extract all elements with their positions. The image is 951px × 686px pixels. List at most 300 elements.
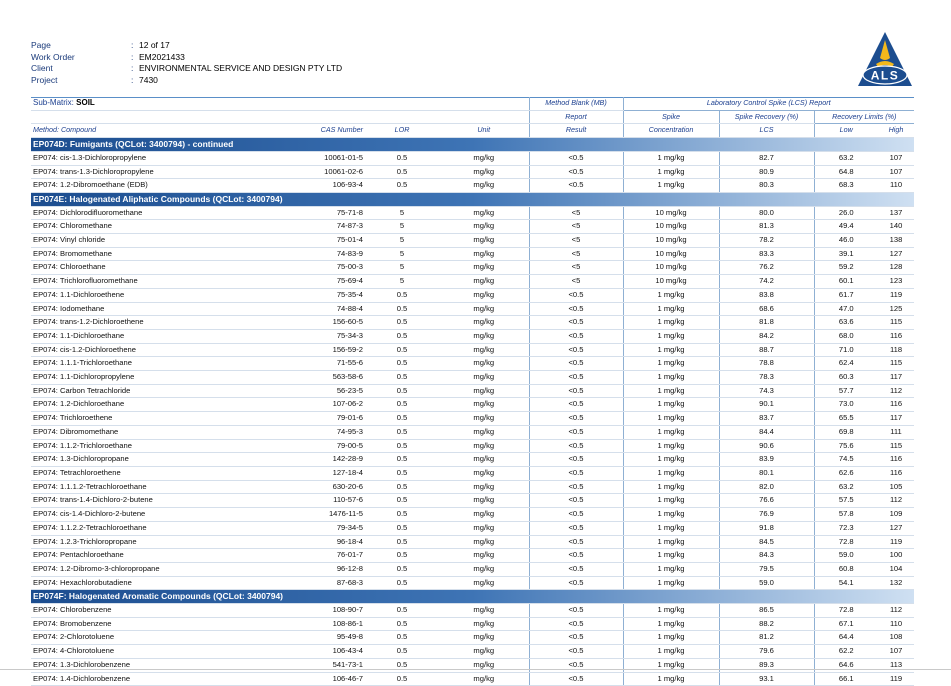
unit: mg/kg xyxy=(439,453,529,467)
limit-high: 119 xyxy=(878,288,914,302)
lor: 0.5 xyxy=(365,384,439,398)
section-title: EP074D: Fumigants (QCLot: 3400794) - continued xyxy=(31,138,914,152)
lor: 0.5 xyxy=(365,316,439,330)
cas-number: 106-46-7 xyxy=(263,672,365,686)
cas-number: 630-20-6 xyxy=(263,480,365,494)
limit-low: 73.0 xyxy=(814,398,878,412)
lcs-recovery: 81.8 xyxy=(719,316,814,330)
spike-concentration: 1 mg/kg xyxy=(623,412,719,426)
mb-result: <5 xyxy=(529,234,623,248)
table-row xyxy=(31,480,914,494)
result-header: Result xyxy=(529,124,623,138)
table-row xyxy=(31,179,914,193)
limit-high: 115 xyxy=(878,439,914,453)
compound: EP074: 2-Chlorotoluene xyxy=(31,631,263,645)
mb-result: <0.5 xyxy=(529,508,623,522)
compound: EP074: 4-Chlorotoluene xyxy=(31,645,263,659)
unit: mg/kg xyxy=(439,343,529,357)
limit-high: 125 xyxy=(878,302,914,316)
lor: 5 xyxy=(365,247,439,261)
lor: 0.5 xyxy=(365,658,439,672)
mb-result: <0.5 xyxy=(529,316,623,330)
spike-concentration: 10 mg/kg xyxy=(623,275,719,289)
mb-result: <0.5 xyxy=(529,466,623,480)
limit-high: 127 xyxy=(878,247,914,261)
unit: mg/kg xyxy=(439,384,529,398)
lor: 5 xyxy=(365,234,439,248)
lcs-recovery: 93.1 xyxy=(719,672,814,686)
spike-concentration: 1 mg/kg xyxy=(623,617,719,631)
limit-low: 68.0 xyxy=(814,329,878,343)
recovery-limits-header: Recovery Limits (%) xyxy=(814,110,914,124)
unit: mg/kg xyxy=(439,165,529,179)
cas-number: 87-68-3 xyxy=(263,576,365,590)
limit-high: 132 xyxy=(878,576,914,590)
lcs-recovery: 84.3 xyxy=(719,549,814,563)
limit-high: 112 xyxy=(878,384,914,398)
spike-concentration: 10 mg/kg xyxy=(623,234,719,248)
table-row xyxy=(31,672,914,686)
limit-high: 112 xyxy=(878,494,914,508)
table-row xyxy=(31,151,914,165)
compound: EP074: trans-1.3-Dichloropropylene xyxy=(31,165,263,179)
project-value: 7430 xyxy=(139,74,158,85)
lcs-recovery: 80.1 xyxy=(719,466,814,480)
lcs-recovery: 78.3 xyxy=(719,371,814,385)
limit-high: 137 xyxy=(878,206,914,220)
compound: EP074: Iodomethane xyxy=(31,302,263,316)
limit-low: 65.5 xyxy=(814,412,878,426)
unit: mg/kg xyxy=(439,316,529,330)
unit: mg/kg xyxy=(439,521,529,535)
unit: mg/kg xyxy=(439,275,529,289)
client-label: Client xyxy=(31,63,53,73)
submatrix: Sub-Matrix: SOIL xyxy=(31,97,529,110)
unit: mg/kg xyxy=(439,220,529,234)
header-row-1 xyxy=(31,97,914,110)
spike-concentration: 10 mg/kg xyxy=(623,220,719,234)
compound: EP074: Pentachloroethane xyxy=(31,549,263,563)
logo-text: ALS xyxy=(870,68,900,83)
work-order-label: Work Order xyxy=(31,51,75,62)
compound: EP074: 1.1-Dichloropropylene xyxy=(31,371,263,385)
spike-concentration: 1 mg/kg xyxy=(623,398,719,412)
table-row xyxy=(31,549,914,563)
cas-number: 75-71-8 xyxy=(263,206,365,220)
unit: mg/kg xyxy=(439,617,529,631)
compound: EP074: Carbon Tetrachloride xyxy=(31,384,263,398)
compound: EP074: Trichlorofluoromethane xyxy=(31,275,263,289)
mb-header: Method Blank (MB) xyxy=(529,97,623,110)
lor: 0.5 xyxy=(365,412,439,426)
compound: EP074: cis-1.3-Dichloropropylene xyxy=(31,151,263,165)
spike-concentration: 1 mg/kg xyxy=(623,439,719,453)
cas-number: 10061-01-5 xyxy=(263,151,365,165)
compound: EP074: 1.2.3-Trichloropropane xyxy=(31,535,263,549)
lcs-recovery: 68.6 xyxy=(719,302,814,316)
cas-number: 79-00-5 xyxy=(263,439,365,453)
lcs-recovery: 88.2 xyxy=(719,617,814,631)
limit-high: 104 xyxy=(878,562,914,576)
client-value: ENVIRONMENTAL SERVICE AND DESIGN PTY LTD xyxy=(139,63,343,73)
lor: 0.5 xyxy=(365,645,439,659)
lcs-recovery: 81.2 xyxy=(719,631,814,645)
compound: EP074: 1.2-Dichloroethane xyxy=(31,398,263,412)
spike-concentration: 1 mg/kg xyxy=(623,453,719,467)
footer-divider xyxy=(0,669,951,670)
unit: mg/kg xyxy=(439,234,529,248)
compound: EP074: trans-1.4-Dichloro-2-butene xyxy=(31,494,263,508)
table-row xyxy=(31,220,914,234)
table-row xyxy=(31,412,914,426)
spike-concentration: 1 mg/kg xyxy=(623,494,719,508)
compound: EP074: cis-1.2-Dichloroethene xyxy=(31,343,263,357)
spike-concentration: 1 mg/kg xyxy=(623,576,719,590)
cas-number: 74-87-3 xyxy=(263,220,365,234)
limit-high: 116 xyxy=(878,398,914,412)
limit-low: 63.6 xyxy=(814,316,878,330)
table-row xyxy=(31,521,914,535)
cas-number: 76-01-7 xyxy=(263,549,365,563)
lcs-recovery: 91.8 xyxy=(719,521,814,535)
limit-high: 111 xyxy=(878,425,914,439)
mb-result: <0.5 xyxy=(529,521,623,535)
table-row xyxy=(31,288,914,302)
compound: EP074: Chloroethane xyxy=(31,261,263,275)
lor: 0.5 xyxy=(365,549,439,563)
lor: 0.5 xyxy=(365,179,439,193)
limit-low: 60.1 xyxy=(814,275,878,289)
lor: 0.5 xyxy=(365,562,439,576)
lcs-recovery: 76.2 xyxy=(719,261,814,275)
mb-result: <0.5 xyxy=(529,179,623,193)
limit-low: 71.0 xyxy=(814,343,878,357)
limit-high: 119 xyxy=(878,672,914,686)
limit-high: 138 xyxy=(878,234,914,248)
spike-concentration: 10 mg/kg xyxy=(623,261,719,275)
mb-result: <0.5 xyxy=(529,165,623,179)
unit: mg/kg xyxy=(439,535,529,549)
mb-result: <0.5 xyxy=(529,494,623,508)
spike-concentration: 1 mg/kg xyxy=(623,371,719,385)
lor: 0.5 xyxy=(365,494,439,508)
cas-number: 127-18-4 xyxy=(263,466,365,480)
page-label: Page xyxy=(31,40,51,50)
compound: EP074: Chloromethane xyxy=(31,220,263,234)
mb-result: <0.5 xyxy=(529,631,623,645)
unit: mg/kg xyxy=(439,357,529,371)
limit-high: 113 xyxy=(878,658,914,672)
limit-high: 117 xyxy=(878,412,914,426)
limit-high: 107 xyxy=(878,165,914,179)
cas-number: 156-60-5 xyxy=(263,316,365,330)
mb-result: <0.5 xyxy=(529,357,623,371)
cas-number: 1476-11-5 xyxy=(263,508,365,522)
lcs-col-header: LCS xyxy=(719,124,814,138)
lor: 5 xyxy=(365,220,439,234)
table-row xyxy=(31,275,914,289)
limit-high: 118 xyxy=(878,343,914,357)
spike-concentration: 1 mg/kg xyxy=(623,329,719,343)
lor: 0.5 xyxy=(365,302,439,316)
limit-high: 119 xyxy=(878,535,914,549)
cas-number: 71-55-6 xyxy=(263,357,365,371)
lor: 0.5 xyxy=(365,521,439,535)
lcs-recovery: 84.4 xyxy=(719,425,814,439)
spike-concentration: 1 mg/kg xyxy=(623,645,719,659)
mb-result: <5 xyxy=(529,206,623,220)
spike-concentration: 1 mg/kg xyxy=(623,288,719,302)
compound: EP074: Dibromomethane xyxy=(31,425,263,439)
spike-concentration: 1 mg/kg xyxy=(623,535,719,549)
limit-low: 39.1 xyxy=(814,247,878,261)
table-row xyxy=(31,453,914,467)
table-row xyxy=(31,535,914,549)
compound: EP074: Chlorobenzene xyxy=(31,604,263,618)
lor: 0.5 xyxy=(365,371,439,385)
compound: EP074: 1.1.1.2-Tetrachloroethane xyxy=(31,480,263,494)
limit-high: 128 xyxy=(878,261,914,275)
mb-result: <0.5 xyxy=(529,329,623,343)
cas-number: 10061-02-6 xyxy=(263,165,365,179)
compound: EP074: Bromomethane xyxy=(31,247,263,261)
mb-result: <0.5 xyxy=(529,480,623,494)
lor: 5 xyxy=(365,261,439,275)
unit: mg/kg xyxy=(439,658,529,672)
table-row xyxy=(31,398,914,412)
table-row xyxy=(31,316,914,330)
spike-concentration: 1 mg/kg xyxy=(623,549,719,563)
unit: mg/kg xyxy=(439,494,529,508)
lor: 0.5 xyxy=(365,439,439,453)
mb-result: <0.5 xyxy=(529,562,623,576)
section-title: EP074E: Halogenated Aliphatic Compounds (QCLot: 3400794) xyxy=(31,192,914,206)
limit-low: 63.2 xyxy=(814,151,878,165)
compound: EP074: cis-1.4-Dichloro-2-butene xyxy=(31,508,263,522)
spike-concentration: 1 mg/kg xyxy=(623,179,719,193)
table-row xyxy=(31,508,914,522)
spike-concentration: 1 mg/kg xyxy=(623,302,719,316)
compound: EP074: 1.1.1-Trichloroethane xyxy=(31,357,263,371)
lcs-recovery: 59.0 xyxy=(719,576,814,590)
compound: EP074: Tetrachloroethene xyxy=(31,466,263,480)
lcs-recovery: 76.9 xyxy=(719,508,814,522)
cas-number: 541-73-1 xyxy=(263,658,365,672)
limit-low: 62.4 xyxy=(814,357,878,371)
cas-number: 107-06-2 xyxy=(263,398,365,412)
spike-concentration: 1 mg/kg xyxy=(623,316,719,330)
unit: mg/kg xyxy=(439,206,529,220)
lcs-recovery: 82.7 xyxy=(719,151,814,165)
unit: mg/kg xyxy=(439,425,529,439)
lcs-recovery: 83.9 xyxy=(719,453,814,467)
limit-low: 67.1 xyxy=(814,617,878,631)
limit-low: 59.0 xyxy=(814,549,878,563)
table-row xyxy=(31,357,914,371)
unit: mg/kg xyxy=(439,288,529,302)
lor: 0.5 xyxy=(365,535,439,549)
mb-result: <0.5 xyxy=(529,151,623,165)
compound: EP074: Hexachlorobutadiene xyxy=(31,576,263,590)
table-row xyxy=(31,165,914,179)
cas-number: 95-49-8 xyxy=(263,631,365,645)
limit-low: 68.3 xyxy=(814,179,878,193)
mb-result: <0.5 xyxy=(529,439,623,453)
lor: 0.5 xyxy=(365,466,439,480)
limit-high: 116 xyxy=(878,466,914,480)
unit: mg/kg xyxy=(439,631,529,645)
compound: EP074: Bromobenzene xyxy=(31,617,263,631)
lor: 5 xyxy=(365,206,439,220)
spike-concentration: 1 mg/kg xyxy=(623,425,719,439)
spike-concentration: 1 mg/kg xyxy=(623,384,719,398)
spike-concentration: 10 mg/kg xyxy=(623,206,719,220)
limit-low: 47.0 xyxy=(814,302,878,316)
table-row xyxy=(31,343,914,357)
limit-low: 59.2 xyxy=(814,261,878,275)
lor: 0.5 xyxy=(365,576,439,590)
limit-high: 110 xyxy=(878,617,914,631)
cas-number: 96-12-8 xyxy=(263,562,365,576)
mb-result: <0.5 xyxy=(529,604,623,618)
table-row xyxy=(31,562,914,576)
lcs-header: Laboratory Control Spike (LCS) Report xyxy=(623,97,914,110)
report-header: Page : 12 of 17 Work Order : EM2021433 Client : ENVIRONMENTAL SERVICE AND DESIGN PTY LTD Project : 7430 xyxy=(31,40,343,85)
lcs-recovery: 86.5 xyxy=(719,604,814,618)
limit-low: 57.7 xyxy=(814,384,878,398)
limit-high: 109 xyxy=(878,508,914,522)
lcs-recovery: 90.6 xyxy=(719,439,814,453)
table-row xyxy=(31,206,914,220)
lcs-recovery: 84.5 xyxy=(719,535,814,549)
table-row xyxy=(31,384,914,398)
mb-result: <0.5 xyxy=(529,302,623,316)
lcs-recovery: 76.6 xyxy=(719,494,814,508)
low-header: Low xyxy=(814,124,878,138)
als-logo xyxy=(855,30,915,88)
mb-report: Report xyxy=(529,110,623,124)
lor: 0.5 xyxy=(365,357,439,371)
section-header xyxy=(31,138,914,152)
limit-high: 107 xyxy=(878,151,914,165)
lor: 0.5 xyxy=(365,343,439,357)
spike-concentration: 1 mg/kg xyxy=(623,343,719,357)
mb-result: <0.5 xyxy=(529,617,623,631)
lor: 0.5 xyxy=(365,617,439,631)
limit-low: 72.8 xyxy=(814,535,878,549)
unit: mg/kg xyxy=(439,672,529,686)
unit: mg/kg xyxy=(439,466,529,480)
limit-low: 57.5 xyxy=(814,494,878,508)
compound: EP074: Trichloroethene xyxy=(31,412,263,426)
table-row xyxy=(31,494,914,508)
cas-number: 75-69-4 xyxy=(263,275,365,289)
lcs-recovery: 82.0 xyxy=(719,480,814,494)
limit-low: 26.0 xyxy=(814,206,878,220)
lcs-recovery: 78.8 xyxy=(719,357,814,371)
spike-concentration: 1 mg/kg xyxy=(623,466,719,480)
compound: EP074: 1.3-Dichlorobenzene xyxy=(31,658,263,672)
limit-high: 108 xyxy=(878,631,914,645)
limit-high: 116 xyxy=(878,329,914,343)
section-header xyxy=(31,590,914,604)
unit: mg/kg xyxy=(439,151,529,165)
header-row-3 xyxy=(31,124,914,138)
lor: 0.5 xyxy=(365,631,439,645)
lcs-recovery: 84.2 xyxy=(719,329,814,343)
unit: mg/kg xyxy=(439,247,529,261)
lor: 0.5 xyxy=(365,151,439,165)
qc-table xyxy=(31,97,914,686)
cas-number: 75-34-3 xyxy=(263,329,365,343)
limit-high: 107 xyxy=(878,645,914,659)
table-row xyxy=(31,329,914,343)
unit-header: Unit xyxy=(439,124,529,138)
mb-result: <0.5 xyxy=(529,576,623,590)
header-row-2 xyxy=(31,110,914,124)
limit-low: 57.8 xyxy=(814,508,878,522)
table-row xyxy=(31,617,914,631)
limit-low: 54.1 xyxy=(814,576,878,590)
project-label: Project xyxy=(31,74,58,85)
lcs-recovery: 90.1 xyxy=(719,398,814,412)
lcs-recovery: 83.8 xyxy=(719,288,814,302)
lcs-recovery: 74.2 xyxy=(719,275,814,289)
table-row xyxy=(31,247,914,261)
unit: mg/kg xyxy=(439,480,529,494)
limit-low: 75.6 xyxy=(814,439,878,453)
lcs-recovery: 78.2 xyxy=(719,234,814,248)
high-header: High xyxy=(878,124,914,138)
table-row xyxy=(31,576,914,590)
spike-concentration: 1 mg/kg xyxy=(623,508,719,522)
unit: mg/kg xyxy=(439,302,529,316)
mb-result: <0.5 xyxy=(529,672,623,686)
limit-high: 140 xyxy=(878,220,914,234)
limit-high: 123 xyxy=(878,275,914,289)
lcs-recovery: 88.7 xyxy=(719,343,814,357)
limit-high: 105 xyxy=(878,480,914,494)
mb-result: <0.5 xyxy=(529,371,623,385)
lor: 0.5 xyxy=(365,425,439,439)
mb-result: <0.5 xyxy=(529,535,623,549)
mb-result: <0.5 xyxy=(529,645,623,659)
lcs-recovery: 89.3 xyxy=(719,658,814,672)
spike-concentration: 1 mg/kg xyxy=(623,357,719,371)
spike-concentration: 1 mg/kg xyxy=(623,604,719,618)
lor: 0.5 xyxy=(365,604,439,618)
method-compound-header: Method: Compound xyxy=(31,124,263,138)
spike-concentration: 1 mg/kg xyxy=(623,165,719,179)
spike-concentration: 1 mg/kg xyxy=(623,151,719,165)
table-row xyxy=(31,371,914,385)
unit: mg/kg xyxy=(439,576,529,590)
spike-recovery-header: Spike Recovery (%) xyxy=(719,110,814,124)
cas-number: 74-95-3 xyxy=(263,425,365,439)
limit-low: 62.2 xyxy=(814,645,878,659)
limit-low: 62.6 xyxy=(814,466,878,480)
cas-number: 75-35-4 xyxy=(263,288,365,302)
cas-number: 79-34-5 xyxy=(263,521,365,535)
table-row xyxy=(31,645,914,659)
cas-number: 106-93-4 xyxy=(263,179,365,193)
unit: mg/kg xyxy=(439,179,529,193)
limit-low: 60.8 xyxy=(814,562,878,576)
lor: 0.5 xyxy=(365,508,439,522)
mb-result: <0.5 xyxy=(529,398,623,412)
unit: mg/kg xyxy=(439,439,529,453)
concentration-header: Concentration xyxy=(623,124,719,138)
